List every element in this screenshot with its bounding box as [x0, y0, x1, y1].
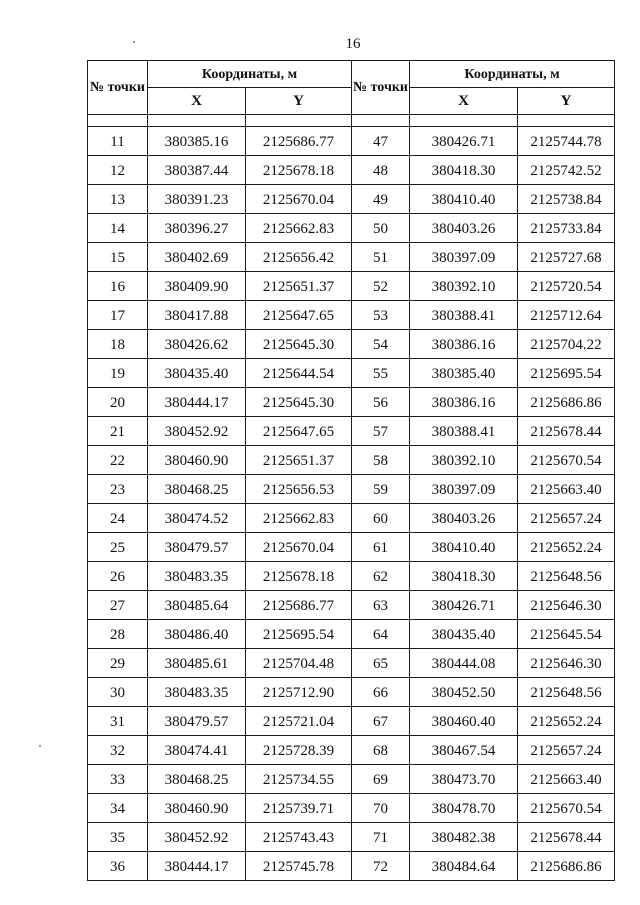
y-value-right: 2125670.54: [518, 446, 615, 475]
coordinates-header-right: Координаты, м: [410, 61, 615, 88]
x-value-right: 380467.54: [410, 736, 518, 765]
point-number-right: 58: [352, 446, 410, 475]
point-number-right: 50: [352, 214, 410, 243]
y-value-right: 2125657.24: [518, 736, 615, 765]
point-number-right: 69: [352, 765, 410, 794]
x-value-left: 380468.25: [148, 765, 246, 794]
y-value-left: 2125662.83: [246, 214, 352, 243]
y-value-right: 2125652.24: [518, 707, 615, 736]
y-value-left: 2125739.71: [246, 794, 352, 823]
point-number-left: 27: [88, 591, 148, 620]
y-value-left: 2125721.04: [246, 707, 352, 736]
point-number-right: 72: [352, 852, 410, 881]
x-value-right: 380388.41: [410, 417, 518, 446]
x-value-right: 380386.16: [410, 330, 518, 359]
y-value-left: 2125734.55: [246, 765, 352, 794]
table-row: [88, 678, 615, 707]
x-value-right: 380397.09: [410, 243, 518, 272]
x-value-left: 380444.17: [148, 852, 246, 881]
x-value-left: 380444.17: [148, 388, 246, 417]
table-row: [88, 852, 615, 881]
point-number-right: 60: [352, 504, 410, 533]
point-number-right: 62: [352, 562, 410, 591]
x-value-left: 380485.64: [148, 591, 246, 620]
table-row: [88, 794, 615, 823]
y-value-left: 2125647.65: [246, 417, 352, 446]
y-value-right: 2125744.78: [518, 127, 615, 156]
table-row: [88, 533, 615, 562]
coordinates-header-left: Координаты, м: [148, 61, 352, 88]
x-value-left: 380387.44: [148, 156, 246, 185]
scan-speck: [133, 41, 135, 43]
point-number-header-right: № точки: [352, 61, 410, 115]
point-number-left: 35: [88, 823, 148, 852]
y-value-right: 2125648.56: [518, 562, 615, 591]
y-value-right: 2125678.44: [518, 417, 615, 446]
point-number-left: 25: [88, 533, 148, 562]
y-value-left: 2125745.78: [246, 852, 352, 881]
point-number-left: 26: [88, 562, 148, 591]
y-value-right: 2125742.52: [518, 156, 615, 185]
y-value-left: 2125656.42: [246, 243, 352, 272]
point-number-right: 66: [352, 678, 410, 707]
point-number-left: 24: [88, 504, 148, 533]
point-number-right: 52: [352, 272, 410, 301]
point-number-left: 15: [88, 243, 148, 272]
y-value-right: 2125678.44: [518, 823, 615, 852]
y-value-left: 2125670.04: [246, 533, 352, 562]
x-value-right: 380460.40: [410, 707, 518, 736]
y-value-left: 2125678.18: [246, 156, 352, 185]
x-value-left: 380460.90: [148, 794, 246, 823]
x-value-left: 380485.61: [148, 649, 246, 678]
x-value-left: 380474.52: [148, 504, 246, 533]
x-value-left: 380486.40: [148, 620, 246, 649]
y-value-left: 2125645.30: [246, 388, 352, 417]
point-number-right: 47: [352, 127, 410, 156]
table-row: [88, 823, 615, 852]
x-value-right: 380418.30: [410, 562, 518, 591]
point-number-right: 48: [352, 156, 410, 185]
y-value-right: 2125663.40: [518, 765, 615, 794]
table-row: [88, 504, 615, 533]
table-row: [88, 359, 615, 388]
table-row: [88, 156, 615, 185]
point-number-left: 29: [88, 649, 148, 678]
table-row: [88, 185, 615, 214]
y-value-right: 2125720.54: [518, 272, 615, 301]
y-value-left: 2125678.18: [246, 562, 352, 591]
y-value-left: 2125656.53: [246, 475, 352, 504]
x-value-right: 380426.71: [410, 591, 518, 620]
point-number-right: 64: [352, 620, 410, 649]
x-value-right: 380392.10: [410, 446, 518, 475]
scan-speck: [39, 745, 41, 747]
point-number-left: 22: [88, 446, 148, 475]
point-number-left: 34: [88, 794, 148, 823]
x-value-right: 380444.08: [410, 649, 518, 678]
y-value-left: 2125670.04: [246, 185, 352, 214]
x-value-right: 380403.26: [410, 504, 518, 533]
x-value-left: 380385.16: [148, 127, 246, 156]
x-value-right: 380482.38: [410, 823, 518, 852]
point-number-left: 14: [88, 214, 148, 243]
y-value-right: 2125646.30: [518, 591, 615, 620]
point-number-header-left: № точки: [88, 61, 148, 115]
x-value-right: 380426.71: [410, 127, 518, 156]
table-row: [88, 707, 615, 736]
y-value-left: 2125686.77: [246, 591, 352, 620]
x-value-left: 380452.92: [148, 823, 246, 852]
y-value-left: 2125695.54: [246, 620, 352, 649]
point-number-right: 71: [352, 823, 410, 852]
y-value-right: 2125657.24: [518, 504, 615, 533]
point-number-right: 56: [352, 388, 410, 417]
point-number-left: 18: [88, 330, 148, 359]
y-value-left: 2125662.83: [246, 504, 352, 533]
x-value-left: 380479.57: [148, 533, 246, 562]
table-row: [88, 127, 615, 156]
table-row: [88, 736, 615, 765]
x-value-right: 380418.30: [410, 156, 518, 185]
table-row: [88, 330, 615, 359]
y-value-left: 2125704.48: [246, 649, 352, 678]
point-number-left: 32: [88, 736, 148, 765]
y-value-right: 2125663.40: [518, 475, 615, 504]
point-number-left: 23: [88, 475, 148, 504]
y-value-right: 2125733.84: [518, 214, 615, 243]
point-number-right: 57: [352, 417, 410, 446]
point-number-left: 33: [88, 765, 148, 794]
point-number-right: 59: [352, 475, 410, 504]
x-value-left: 380479.57: [148, 707, 246, 736]
x-value-right: 380484.64: [410, 852, 518, 881]
table-body: [88, 115, 615, 881]
point-number-right: 49: [352, 185, 410, 214]
point-number-right: 65: [352, 649, 410, 678]
y-value-right: 2125652.24: [518, 533, 615, 562]
table-header-row: [88, 61, 615, 88]
y-value-right: 2125738.84: [518, 185, 615, 214]
table-row: [88, 649, 615, 678]
x-value-right: 380410.40: [410, 533, 518, 562]
header-gap-row: [88, 115, 615, 127]
table-row: [88, 765, 615, 794]
y-value-right: 2125727.68: [518, 243, 615, 272]
point-number-left: 11: [88, 127, 148, 156]
coordinates-table: [87, 60, 615, 881]
x-value-left: 380435.40: [148, 359, 246, 388]
x-value-right: 380385.40: [410, 359, 518, 388]
y-value-right: 2125695.54: [518, 359, 615, 388]
x-value-left: 380474.41: [148, 736, 246, 765]
x-value-left: 380452.92: [148, 417, 246, 446]
y-value-right: 2125704.22: [518, 330, 615, 359]
y-value-left: 2125645.30: [246, 330, 352, 359]
point-number-right: 51: [352, 243, 410, 272]
table-row: [88, 388, 615, 417]
table-subheader-row: [88, 88, 615, 115]
point-number-right: 55: [352, 359, 410, 388]
x-value-right: 380388.41: [410, 301, 518, 330]
table-row: [88, 591, 615, 620]
page-number: 16: [345, 36, 361, 52]
table-row: [88, 214, 615, 243]
table-row: [88, 301, 615, 330]
table-row: [88, 272, 615, 301]
x-value-left: 380396.27: [148, 214, 246, 243]
y-value-left: 2125647.65: [246, 301, 352, 330]
point-number-left: 30: [88, 678, 148, 707]
y-value-right: 2125646.30: [518, 649, 615, 678]
y-value-right: 2125686.86: [518, 852, 615, 881]
table-row: [88, 446, 615, 475]
point-number-right: 63: [352, 591, 410, 620]
table-row: [88, 417, 615, 446]
x-value-right: 380410.40: [410, 185, 518, 214]
point-number-left: 21: [88, 417, 148, 446]
y-value-left: 2125712.90: [246, 678, 352, 707]
x-value-left: 380426.62: [148, 330, 246, 359]
x-header-left: X: [148, 88, 246, 115]
y-value-left: 2125651.37: [246, 446, 352, 475]
x-value-right: 380452.50: [410, 678, 518, 707]
x-value-right: 380397.09: [410, 475, 518, 504]
x-value-left: 380409.90: [148, 272, 246, 301]
point-number-right: 68: [352, 736, 410, 765]
x-value-left: 380417.88: [148, 301, 246, 330]
point-number-left: 12: [88, 156, 148, 185]
y-value-right: 2125645.54: [518, 620, 615, 649]
point-number-right: 70: [352, 794, 410, 823]
table-row: [88, 562, 615, 591]
x-value-left: 380483.35: [148, 562, 246, 591]
x-value-right: 380386.16: [410, 388, 518, 417]
x-value-right: 380473.70: [410, 765, 518, 794]
point-number-left: 28: [88, 620, 148, 649]
y-value-right: 2125712.64: [518, 301, 615, 330]
point-number-left: 20: [88, 388, 148, 417]
x-value-left: 380468.25: [148, 475, 246, 504]
table-row: [88, 475, 615, 504]
y-value-right: 2125670.54: [518, 794, 615, 823]
point-number-left: 17: [88, 301, 148, 330]
point-number-right: 54: [352, 330, 410, 359]
table-row: [88, 620, 615, 649]
point-number-left: 19: [88, 359, 148, 388]
point-number-left: 16: [88, 272, 148, 301]
point-number-right: 61: [352, 533, 410, 562]
point-number-left: 13: [88, 185, 148, 214]
y-value-right: 2125648.56: [518, 678, 615, 707]
x-value-right: 380478.70: [410, 794, 518, 823]
y-value-left: 2125686.77: [246, 127, 352, 156]
x-value-left: 380402.69: [148, 243, 246, 272]
x-value-right: 380392.10: [410, 272, 518, 301]
x-value-left: 380391.23: [148, 185, 246, 214]
x-value-left: 380460.90: [148, 446, 246, 475]
x-value-right: 380403.26: [410, 214, 518, 243]
y-header-right: Y: [518, 88, 615, 115]
table-row: [88, 243, 615, 272]
x-header-right: X: [410, 88, 518, 115]
y-value-left: 2125651.37: [246, 272, 352, 301]
point-number-right: 53: [352, 301, 410, 330]
point-number-left: 31: [88, 707, 148, 736]
y-value-right: 2125686.86: [518, 388, 615, 417]
y-value-left: 2125644.54: [246, 359, 352, 388]
y-value-left: 2125728.39: [246, 736, 352, 765]
point-number-right: 67: [352, 707, 410, 736]
y-header-left: Y: [246, 88, 352, 115]
point-number-left: 36: [88, 852, 148, 881]
y-value-left: 2125743.43: [246, 823, 352, 852]
x-value-right: 380435.40: [410, 620, 518, 649]
x-value-left: 380483.35: [148, 678, 246, 707]
